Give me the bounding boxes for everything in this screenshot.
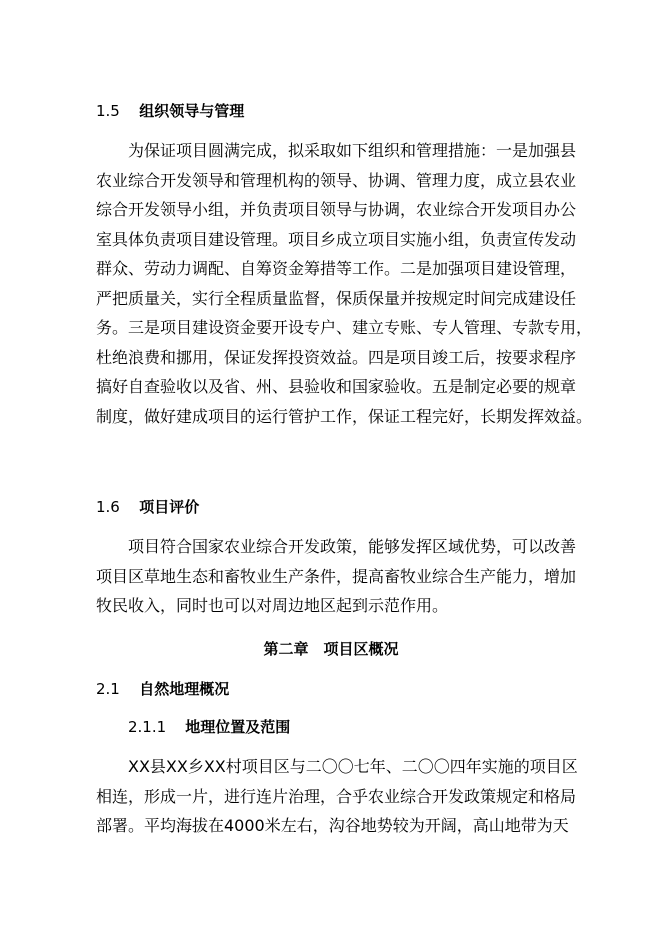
section-number: 2.1.1 xyxy=(128,718,167,736)
text-line: 为保证项目圆满完成，拟采取如下组织和管理措施：一是加强县 xyxy=(96,141,577,160)
chapter-title: 第二章 项目区概况 xyxy=(263,640,399,658)
text-line: 相连，形成一片，进行连片治理，合乎农业综合开发政策规定和格局 xyxy=(96,786,577,806)
text-line: 牧民收入，同时也可以对周边地区起到示范作用。 xyxy=(96,596,449,615)
section-title: 组织领导与管理 xyxy=(139,102,245,120)
text-line: 严把质量关，实行全程质量监督，保质保量并按规定时间完成建设任 xyxy=(96,288,577,308)
text-line: 务。三是项目建设资金要开设专户、建立专账、专人管理、专款专用， xyxy=(96,318,593,337)
text-line: 项目符合国家农业综合开发政策，能够发挥区域优势，可以改善 xyxy=(96,537,577,556)
paragraph-evaluation xyxy=(96,532,577,621)
section-number: 1.6 xyxy=(96,498,120,516)
section-title: 地理位置及范围 xyxy=(185,718,291,736)
text-line: 综合开发领导小组，并负责项目领导与协调，农业综合开发项目办公 xyxy=(96,200,577,219)
text-line: 群众、劳动力调配、自筹资金筹措等工作。二是加强项目建设管理， xyxy=(96,259,577,278)
section-heading-1-6 xyxy=(96,496,199,517)
text-line: 农业综合开发领导和管理机构的领导、协调、管理力度，成立县农业 xyxy=(96,170,577,190)
text-line: 杜绝浪费和挪用，保证发挥投资效益。四是项目竣工后，按要求程序 xyxy=(96,347,577,367)
section-title: 自然地理概况 xyxy=(139,680,230,698)
text-line: XX县XX乡XX村项目区与二〇〇七年、二〇〇四年实施的项目区 xyxy=(96,757,578,776)
paragraph-organization xyxy=(96,136,593,431)
text-line: 制度，做好建成项目的运行管护工作，保证工程完好，长期发挥效益。 xyxy=(96,406,593,426)
text-line: 部署。平均海拔在4000米左右，沟谷地势较为开阔，高山地带为天 xyxy=(96,816,569,835)
section-number: 2.1 xyxy=(96,680,120,698)
section-number: 1.5 xyxy=(96,102,120,120)
section-heading-2-1 xyxy=(96,678,229,699)
section-heading-1-5 xyxy=(96,100,244,121)
text-line: 搞好自查验收以及省、州、县验收和国家验收。五是制定必要的规章 xyxy=(96,377,577,396)
section-heading-2-1-1 xyxy=(128,716,290,737)
paragraph-location xyxy=(96,752,578,841)
section-title: 项目评价 xyxy=(139,498,200,516)
text-line: 项目区草地生态和畜牧业生产条件，提高畜牧业综合生产能力，增加 xyxy=(96,566,577,586)
text-line: 室具体负责项目建设管理。项目乡成立项目实施小组，负责宣传发动 xyxy=(96,229,577,249)
